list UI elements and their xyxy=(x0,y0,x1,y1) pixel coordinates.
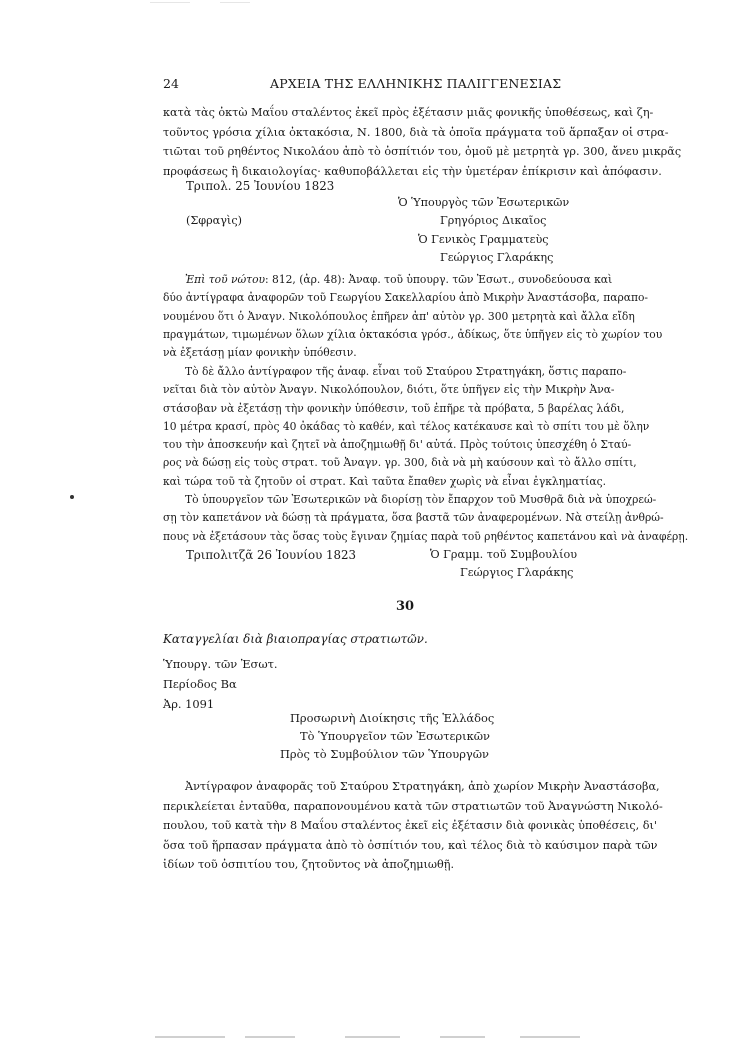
place-date: Τριπολιτζᾶ 26 Ἰουνίου 1823 xyxy=(186,548,357,562)
text-line: δύο ἀντίγραφα ἀναφορῶν τοῦ Γεωργίου Σακελλαρίου ἀπὸ Μικρὴν Ἀναστάσοβα, παραπο- xyxy=(163,291,649,305)
text-line: προφάσεως ἢ δικαιολογίας· καθυποβάλλεται εἰς τὴν ὑμετέραν ἐπίκρισιν καὶ ἀπόφασιν. xyxy=(163,164,662,178)
scan-artifact xyxy=(150,2,190,3)
text-line: νὰ ἐξετάσῃ μίαν φονικὴν ὑπόθεσιν. xyxy=(163,346,357,360)
text-line: Τὸ ὑπουργεῖον τῶν Ἐσωτερικῶν νὰ διορίσῃ τὸν ἔπαρχον τοῦ Μυσθρᾶ διὰ νὰ ὑποχρεώ- xyxy=(185,493,657,506)
third-paragraph xyxy=(163,491,689,546)
text-line: περικλείεται ἐνταῦθα, παραπονουμένου κατὰ τῶν στρατιωτῶν τοῦ Ἀναγνώστη Νικολό- xyxy=(163,799,663,813)
scan-artifact xyxy=(245,1036,295,1038)
text-line: πραγμάτων, τιμωμένων ὅλων χίλια ὀκτακόσια γρόσ., ἀδίκως, ὅτε ὑπῆγεν εἰς τὸ χωρίον του xyxy=(163,327,663,341)
running-title: ΑΡΧΕΙΑ ΤΗΣ ΕΛΛΗΝΙΚΗΣ ΠΑΛΙΓΓΕΝΕΣΙΑΣ xyxy=(270,76,562,91)
scan-artifact xyxy=(155,1036,225,1038)
text-line: πους νὰ ἐξετάσουν τὰς ὅσας τοὺς ἔγιναν ζημίας παρὰ τοῦ ρηθέντος καπετάνου καὶ νὰ ἀναφέρῃ. xyxy=(163,529,689,543)
text-line: του τὴν ἀποσκευήν καὶ ζητεῖ νὰ ἀποζημιωθῇ δι' αὐτά. Πρὸς τούτοις ὑπεσχέθη ὁ Σταύ- xyxy=(163,438,632,452)
signature-title: Ὁ Ὑπουργὸς τῶν Ἐσωτερικῶν xyxy=(398,196,570,209)
document-number: 30 xyxy=(396,599,415,614)
signature-title: Ὁ Γενικὸς Γραμματεὺς xyxy=(418,233,549,246)
text-line: σῃ τὸν καπετάνον νὰ δώσῃ τὰ πράγματα, ὅσα βαστᾶ τῶν ἀναφερομένων. Νὰ στείλῃ ἀνθρώ- xyxy=(163,511,664,525)
text-line: τοῦντος γρόσια χίλια ὀκτακόσια, Ν. 1800, διὰ τὰ ὁποῖα πράγματα τοῦ ἅρπαξαν οἱ στρα- xyxy=(163,125,669,139)
meta-line: Ἀρ. 1091 xyxy=(163,697,215,711)
document-body xyxy=(163,777,663,875)
place-date: Τριπολ. 25 Ἰουνίου 1823 xyxy=(186,179,335,193)
addressee-line: Τὸ Ὑπουργεῖον τῶν Ἐσωτερικῶν xyxy=(300,729,490,743)
text-line: κατὰ τὰς ὀκτὼ Μαΐου σταλέντος ἐκεῖ πρὸς ἐξέτασιν μιᾶς φονικῆς ὑποθέσεως, καὶ ζη- xyxy=(163,106,654,119)
text-line: στάσοβαν νὰ ἐξετάσῃ τὴν φονικὴν ὑπόθεσιν, τοῦ ἐπῆρε τὰ πρόβατα, 5 βαρέλας λάδι, xyxy=(163,401,625,415)
endorsement xyxy=(163,271,663,362)
text-line: Τὸ δὲ ἄλλο ἀντίγραφον τῆς ἀναφ. εἶναι τοῦ Σταύρου Στρατηγάκη, ὅστις παραπο- xyxy=(185,365,627,378)
page-number: 24 xyxy=(163,76,179,91)
signature-name: Γρηγόριος Δικαῖος xyxy=(440,214,547,227)
text-line: 10 μέτρα κρασί, πρὸς 40 ὀκάδας τὸ καθέν, καὶ τέλος κατέκαυσε καὶ τὸ σπίτι του μὲ ὅλην xyxy=(163,419,650,433)
document-title: Καταγγελίαι διὰ βιαιοπραγίας στρατιωτῶν. xyxy=(163,632,428,646)
addressee-line: Προσωρινὴ Διοίκησις τῆς Ἑλλάδος xyxy=(290,711,495,725)
scan-artifact xyxy=(345,1036,400,1038)
text-line: νεῖται διὰ τὸν αὐτὸν Ἀναγν. Νικολόπουλον, διότι, ὅτε ὑπῆγεν εἰς τὴν Μικρὴν Ἀνα- xyxy=(163,383,615,397)
text-line: ρος νὰ δώσῃ εἰς τοὺς στρατ. τοῦ Ἀναγν. γρ. 300, διὰ νὰ μὴ καύσουν καὶ τὸ ἄλλο σπίτι, xyxy=(163,456,637,470)
opening-paragraph xyxy=(163,103,682,181)
scan-artifact xyxy=(220,2,250,3)
signature-name: Γεώργιος Γλαράκης xyxy=(460,566,574,579)
meta-line: Περίοδος Βα xyxy=(163,677,237,691)
text-line: Ἀντίγραφον ἀναφορᾶς τοῦ Σταύρου Στρατηγάκη, ἀπὸ χωρίον Μικρὴν Ἀναστάσοβα, xyxy=(185,780,660,793)
addressee-line: Πρὸς τὸ Συμβούλιον τῶν Ὑπουργῶν xyxy=(280,747,489,761)
text-line: καὶ τώρα τοῦ τὰ ζητοῦν οἱ στρατ. Καὶ ταῦτα ἔπαθεν χωρὶς νὰ εἶναι ἐγκληματίας. xyxy=(163,474,606,488)
signature-title: Ὁ Γραμμ. τοῦ Συμβουλίου xyxy=(430,548,577,561)
scan-artifact xyxy=(520,1036,580,1038)
text-line: πουλου, τοῦ κατὰ τὴν 8 Μαΐου σταλέντος ἐκεῖ εἰς ἐξέτασιν διὰ φονικὰς ὑποθέσεις, δι' xyxy=(163,819,657,832)
meta-line: Ὑπουργ. τῶν Ἐσωτ. xyxy=(163,657,278,671)
text-line: : 812, (ἀρ. 48): Ἀναφ. τοῦ ὑπουργ. τῶν Ἐσωτ., συνοδεύουσα καὶ xyxy=(265,273,613,286)
signature-name: Γεώργιος Γλαράκης xyxy=(440,251,554,264)
endorsement-label: Ἐπὶ τοῦ νώτου xyxy=(185,273,266,286)
text-line: ὅσα τοῦ ἥρπασαν πράγματα ἀπὸ τὸ ὀσπίτιόν του, καὶ τέλος διὰ τὸ καύσιμον παρὰ τῶν xyxy=(163,838,658,852)
text-line: νουμένου ὅτι ὁ Ἀναγν. Νικολόπουλος ἐπῆρεν ἀπ' αὐτὸν γρ. 300 μετρητὰ καὶ ἄλλα εἴδη xyxy=(163,309,635,323)
scan-speck xyxy=(70,495,74,499)
seal-note: (Σφραγὶς) xyxy=(186,214,242,227)
second-paragraph xyxy=(163,363,650,491)
text-line: τιῶται τοῦ ρηθέντος Νικολάου ἀπὸ τὸ ὀσπίτιόν του, ὁμοῦ μὲ μετρητὰ γρ. 300, ἄνευ μικρᾶς xyxy=(163,145,682,158)
text-line: ἰδίων τοῦ ὀσπιτίου του, ζητοῦντος νὰ ἀποζημιωθῇ. xyxy=(163,858,455,871)
scan-artifact xyxy=(440,1036,485,1038)
